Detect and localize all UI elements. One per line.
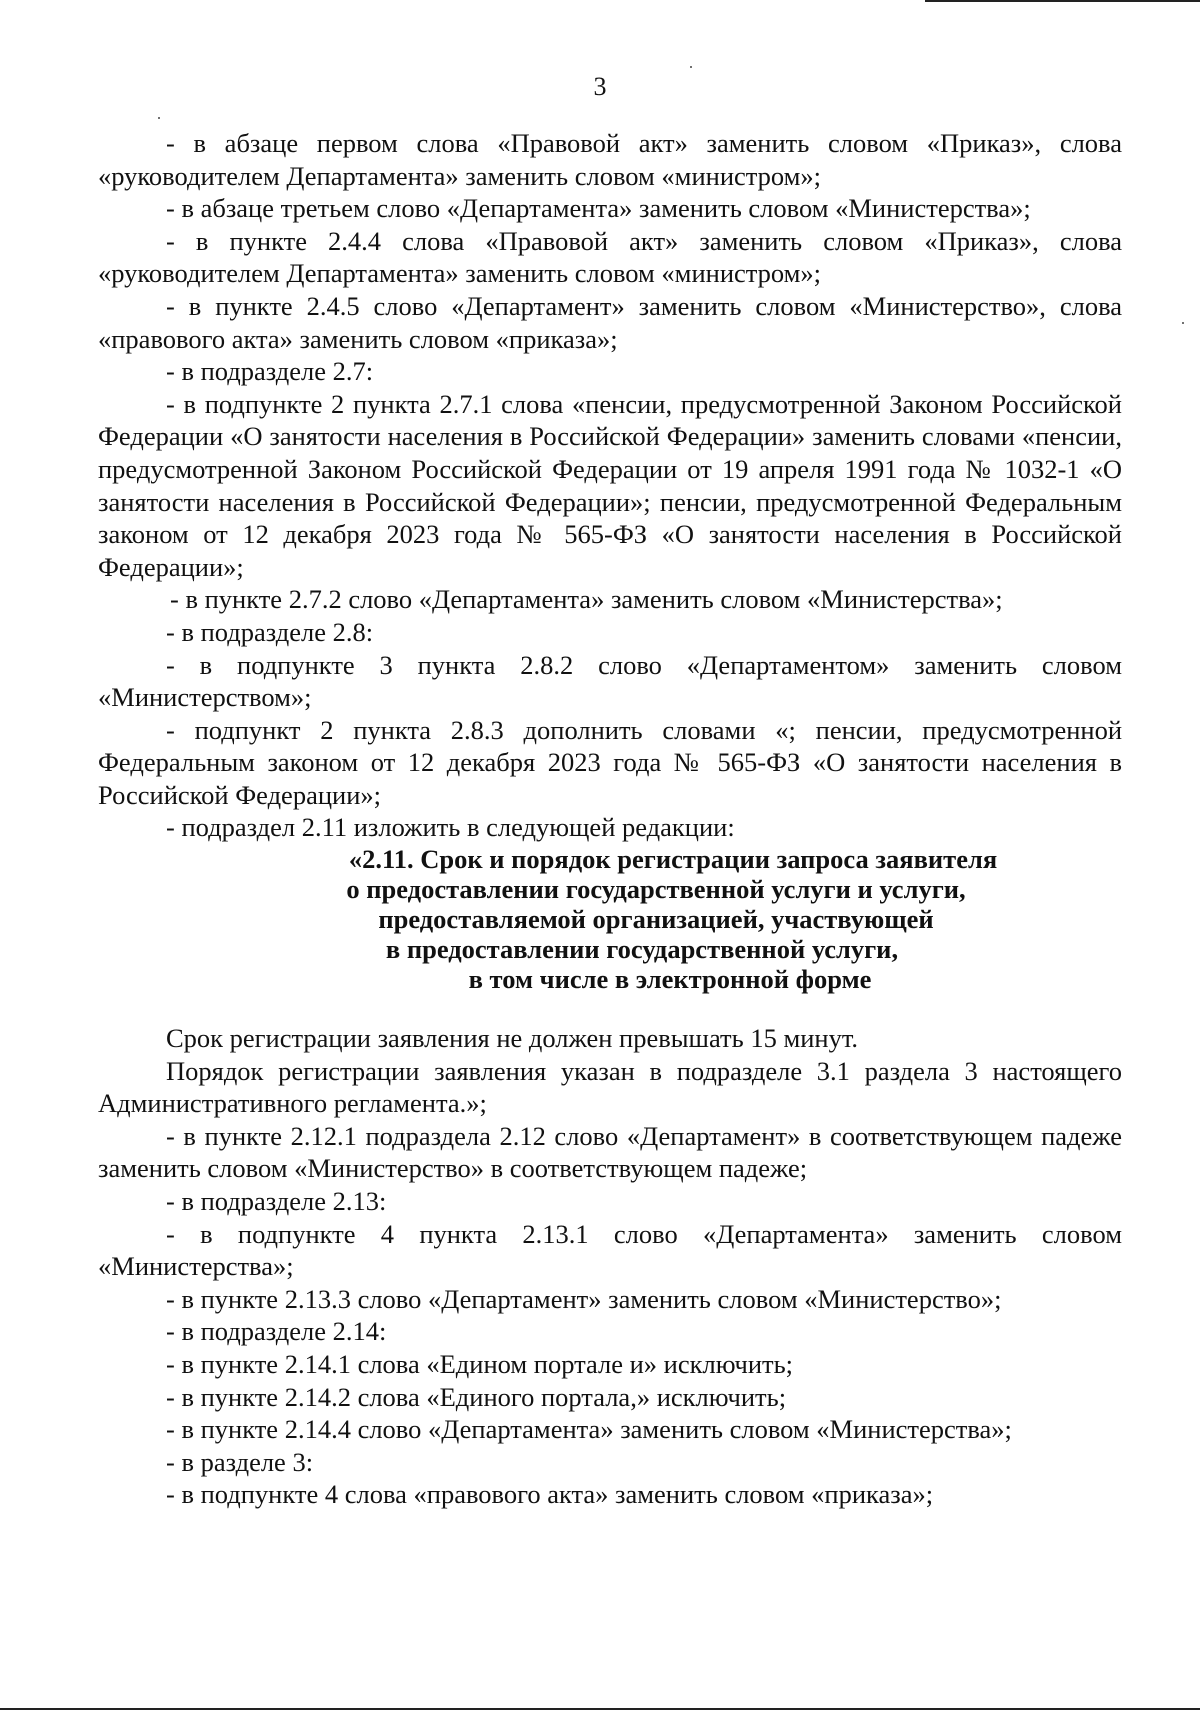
paragraph: - в подразделе 2.7: [166,356,374,387]
paragraph: - в разделе 3: [166,1446,314,1477]
document-body [98,127,1122,1511]
scan-speck [158,117,160,119]
scan-speck [1182,322,1184,324]
spacer [98,994,1122,1022]
heading-line: предоставляемой организацией, участвующей [378,904,934,935]
paragraph: Порядок регистрации заявления указан в подразделе 3.1 раздела 3 настоящего Административного регламента.»; [98,1055,1122,1119]
paragraph: - в пункте 2.4.5 слово «Департамент» заменить словом «Министерство», слова «правового акта» заменить словом «приказа»; [98,290,1122,354]
paragraph: - подпункт 2 пункта 2.8.3 дополнить словами «; пенсии, предусмотренной Федеральным законом от 12 декабря 2023 года № 565-ФЗ «О занятости населения в Российской Федерации»; [98,714,1122,810]
paragraph: - подраздел 2.11 изложить в следующей редакции: [166,812,735,843]
paragraph: Срок регистрации заявления не должен превышать 15 минут. [166,1023,859,1054]
scan-speck [690,66,692,68]
paragraph: - в подпункте 4 пункта 2.13.1 слово «Департамента» заменить словом «Министерства»; [98,1218,1122,1282]
paragraph: - в абзаце третьем слово «Департамента» заменить словом «Министерства»; [166,193,1031,224]
paragraph: - в подразделе 2.13: [166,1186,387,1217]
paragraph: - в пункте 2.14.4 слово «Департамента» заменить словом «Министерства»; [166,1414,1012,1445]
paragraph: - в пункте 2.4.4 слова «Правовой акт» заменить словом «Приказ», слова «руководителем Департамента» заменить словом «министром»; [98,225,1122,289]
paragraph: - в подразделе 2.14: [166,1316,387,1347]
heading-line: о предоставлении государственной услуги и услуги, [346,874,966,905]
scan-edge-top [925,0,1200,2]
paragraph: - в пункте 2.14.2 слова «Единого портала,» исключить; [166,1381,787,1412]
heading-line: в том числе в электронной форме [468,964,872,995]
paragraph: - в подпункте 2 пункта 2.7.1 слова «пенсии, предусмотренной Законом Российской Федерации «О занятости населения в Российской Федерации» заменить словами «пенсии, предусмотренной Законом Российской Федерации от 19 апреля 1991 года № 1032-1 «О занятости населения в Российской Федерации»; пенсии, предусмотренной Федеральным законом от 12 декабря 2023 года № 565-ФЗ «О занятости населения в Российской Федерации»; [98,388,1122,582]
paragraph: - в пункте 2.12.1 подраздела 2.12 слово «Департамент» в соответствующем падеже заменить словом «Министерство» в соответствующем падеже; [98,1120,1122,1184]
paragraph: - в подпункте 3 пункта 2.8.2 слово «Департаментом» заменить словом «Министерством»; [98,649,1122,713]
paragraph: - в подпункте 4 слова «правового акта» заменить словом «приказа»; [166,1479,934,1510]
section-heading [98,844,1122,994]
paragraph: - в пункте 2.13.3 слово «Департамент» заменить словом «Министерство»; [166,1283,1002,1314]
heading-line: «2.11. Срок и порядок регистрации запроса заявителя [348,844,998,875]
paragraph: - в подразделе 2.8: [166,616,374,647]
page-number: 3 [593,72,607,101]
heading-line: в предоставлении государственной услуги, [385,934,899,965]
paragraph: - в пункте 2.14.1 слова «Едином портале и» исключить; [166,1349,794,1379]
paragraph: - в пункте 2.7.2 слово «Департамента» заменить словом «Министерства»; [170,584,1003,615]
paragraph: - в абзаце первом слова «Правовой акт» заменить словом «Приказ», слова «руководителем Департамента» заменить словом «министром»; [98,128,1122,191]
